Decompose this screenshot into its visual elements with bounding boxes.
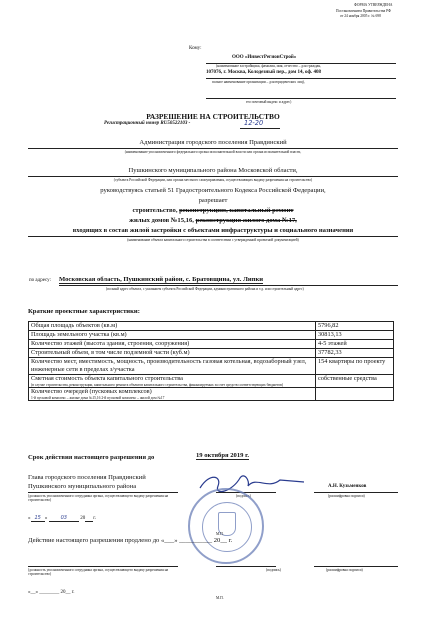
extension-position-line [28, 566, 178, 567]
works-houses: жилых домов №15,16, [129, 217, 196, 224]
signature-date: « 15 » 03 20 г. [28, 515, 96, 521]
table-row [29, 358, 394, 375]
table-row [29, 340, 394, 349]
signatory-name-note: (расшифровка подписи) [328, 494, 365, 498]
signatory-name-line [314, 492, 398, 493]
authority-municipality-note: (субъекта Российской Федерации, или органа местного самоуправления, осуществляющих выдачу разрешения на строительство) [113, 178, 313, 182]
row-value: 30813,13 [316, 331, 394, 340]
document-title: РАЗРЕШЕНИЕ НА СТРОИТЕЛЬСТВО [146, 112, 280, 121]
row-label: Общая площадь объектов (кв.м) [29, 322, 316, 331]
table-row [29, 331, 394, 340]
recipient-postal-line [206, 98, 396, 99]
validity-date: 19 октября 2019 г. [196, 452, 249, 459]
row-label: Сметная стоимость объекта капитального строительства [31, 375, 183, 382]
signature-date-day: 15 [31, 515, 45, 522]
works-note: (наименование объекта капитального строительства в соответствии с утвержденной проектной документацией) [127, 238, 299, 242]
recipient-address-note: полное наименование организации – для юридических лиц), [212, 80, 305, 84]
extension-position-note: (должность уполномоченного сотрудника органа, осуществляющего выдачу разрешения на строительство) [28, 568, 169, 576]
authority-municipality: Пушкинского муниципального района Московской области, [128, 167, 298, 174]
row-value: 37782,33 [316, 349, 394, 358]
row-note: (в случае строительства, реконструкции, капитального ремонта объектов капитального строительства, финансируемых за счет средств соответствующих бюджетов) [31, 383, 284, 387]
works-struck-options: реконструкцию, капитальный ремонт [179, 207, 294, 214]
works-line-2 [0, 217, 426, 224]
works-reconstruction: реконструкция жилого дома №17, [195, 217, 297, 224]
row-label: Количество мест, вместимость, мощность, производительность газовая котельная, водозаборный узел, инженерные сети в пределах з/участка [29, 358, 316, 375]
form-approved-decree: Постановлением Правительства РФ [336, 9, 391, 13]
works-line-1 [0, 207, 426, 214]
validity-text: Срок действия настоящего разрешения до [28, 454, 155, 461]
characteristics-table [28, 321, 394, 401]
extension-stamp-label: М.П. [216, 596, 224, 600]
signatory-position-1: Глава городского поселения Правдинский [28, 474, 146, 481]
form-approved-label: ФОРМА УТВЕРЖДЕНА [354, 3, 393, 7]
row-label: Количество этажей (высота здания, строения, сооружения) [29, 340, 316, 349]
recipient-address: 107076, г. Москва, Колодезный пер., дом 14, оф. 408 [206, 70, 321, 75]
characteristics-title: Краткие проектные характеристики: [28, 308, 140, 315]
row-label-cell [29, 375, 316, 388]
row-value: 5796,82 [316, 322, 394, 331]
registration-number-value: 12-20 [244, 119, 264, 127]
recipient-to-label: Кому: [189, 46, 202, 51]
row-label-cell [29, 388, 316, 401]
signatory-name: А.Н. Кузьменков [328, 484, 367, 489]
table-row [29, 322, 394, 331]
extension-text: Действие настоящего разрешения продлено до «___» __________ 20__ г. [28, 537, 233, 544]
stamp-label: М.П. [216, 532, 224, 536]
table-row [29, 388, 394, 401]
extension-signature-line [216, 566, 276, 567]
row-note: 1-й пусковой комплекс – жилые дома №15,16 2-й пусковой комплекс – жилой дом №17 [31, 396, 165, 400]
extension-name-note: (расшифровка подписи) [326, 568, 363, 572]
authority-name-note: (наименование уполномоченного федерального органа исполнительной власти или органа исполнительной власти, [124, 150, 302, 154]
authority-municipality-line [28, 176, 398, 177]
signatory-position-2: Пушкинского муниципального района [28, 483, 137, 490]
signature-date-month: 03 [49, 515, 79, 522]
row-value: 154 квартиры по проекту [316, 358, 394, 375]
signatory-position-note: (должность уполномоченного сотрудника органа, осуществляющего выдачу разрешения на строительство) [28, 494, 169, 502]
location-label: по адресу: [29, 278, 52, 283]
works-construction: строительство, [132, 207, 180, 214]
works-line-3: входящих в состав жилой застройки с объектами инфраструктуры и социального назначения [72, 227, 354, 234]
location-address: Московская область, Пушкинский район, с. Братовщина, ул. Липки [59, 276, 264, 283]
row-value: собственные средства [316, 375, 394, 388]
registration-number-label: Регистрационный номер RU50522103 - [104, 121, 191, 126]
row-label: Строительный объем, в том числе подземной части (куб.м) [29, 349, 316, 358]
signature-date-year-suffix: г. [93, 516, 96, 521]
row-label: Площадь земельного участка (кв.м) [29, 331, 316, 340]
form-approved-date: от 24 ноября 2005 г. № 698 [340, 14, 381, 18]
authority-name: Администрация городского поселения Правдинский [139, 139, 287, 146]
table-row [29, 375, 394, 388]
registration-number-line [240, 128, 280, 129]
extension-date: «__» ________ 20__ г. [28, 590, 75, 595]
authority-name-line [28, 148, 398, 149]
permits-label: разрешает [198, 197, 228, 204]
legal-basis: руководствуясь статьей 51 Градостроительного Кодекса Российской Федерации, [100, 187, 326, 194]
recipient-address-line [206, 78, 396, 79]
signature-date-year-prefix: 20 [80, 516, 86, 521]
extension-sign-note: (подпись) [266, 568, 281, 572]
works-line [28, 236, 398, 237]
signature-note: (подпись) [236, 494, 251, 498]
recipient-postal-note: его почтовый индекс и адрес) [246, 100, 292, 104]
recipient-name: ООО «ИнвестРегионСтрой» [232, 55, 297, 60]
signatory-position-line [28, 492, 178, 493]
location-line [59, 285, 398, 286]
official-seal [188, 488, 264, 564]
recipient-name-note: (наименование застройщика, фамилия, имя, отчество – для граждан, [216, 64, 322, 68]
row-value: 4-5 этажей [316, 340, 394, 349]
row-label: Количество очередей (пусковых комплексов) [31, 388, 152, 395]
table-row [29, 349, 394, 358]
location-note: (полный адрес объекта, с указанием субъекта Российской Федерации, административного района и т.д. или строительный адрес) [106, 287, 304, 291]
extension-name-line [314, 566, 398, 567]
row-value [316, 388, 394, 401]
